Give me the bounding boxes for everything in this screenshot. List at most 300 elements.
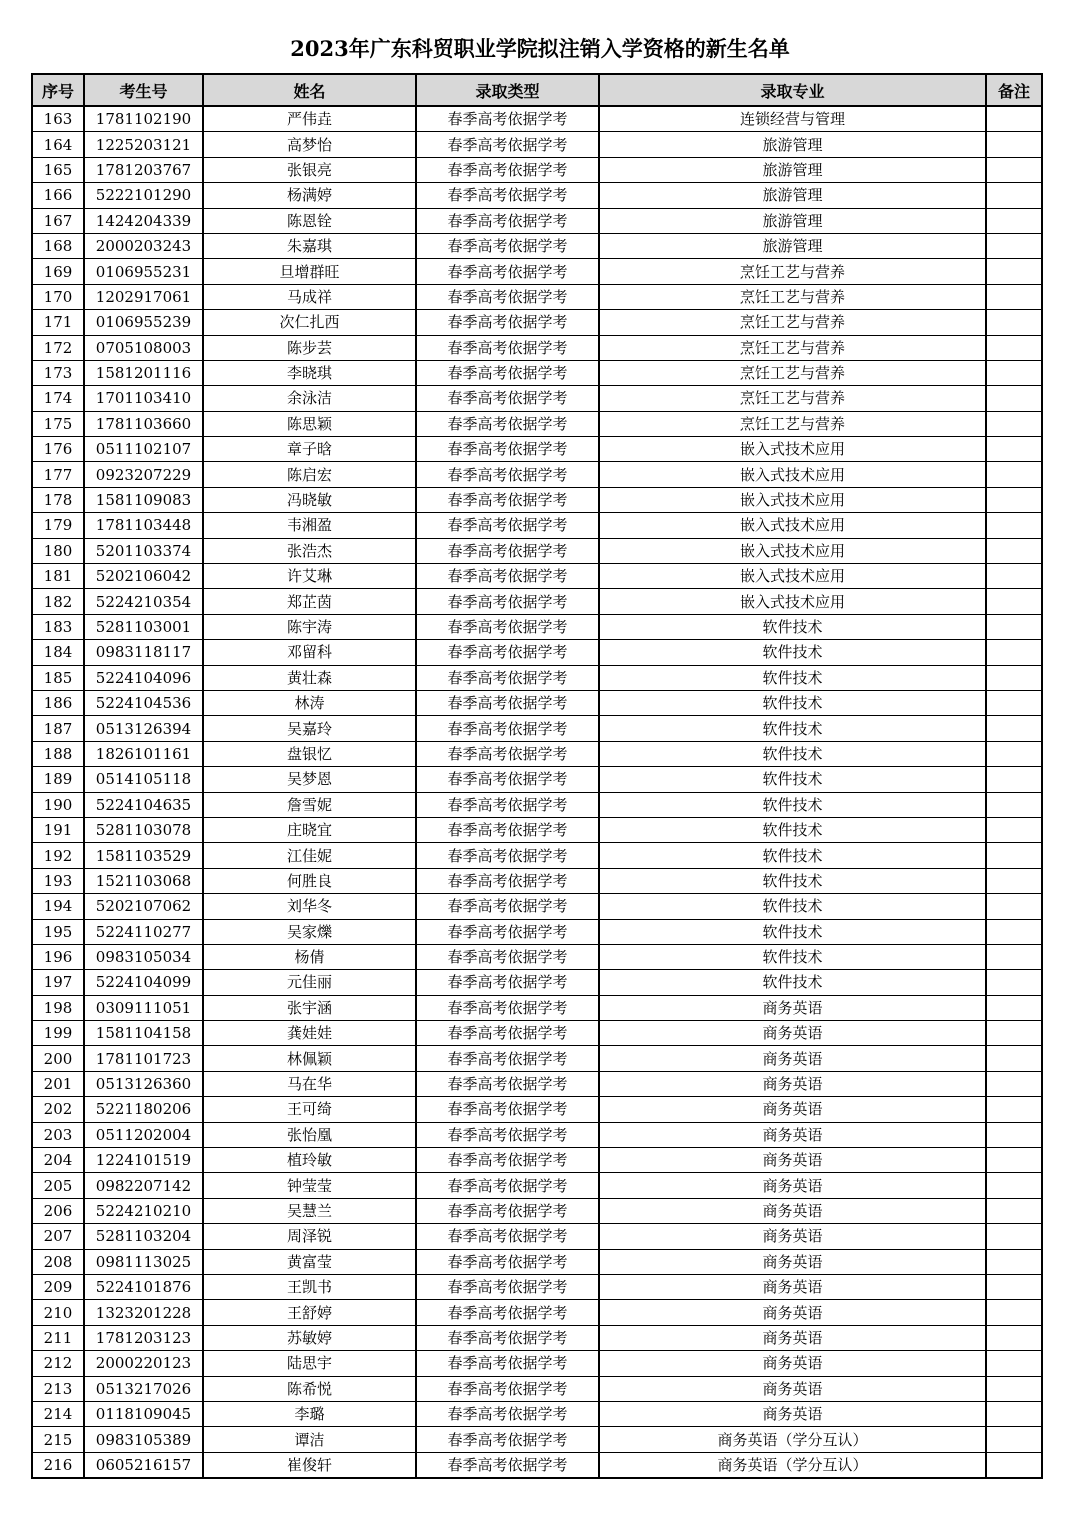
cell-name: 严伟垚 <box>203 106 416 132</box>
cell-major: 商务英语 <box>599 1071 986 1096</box>
cell-index: 203 <box>32 1122 84 1147</box>
table-row <box>32 894 1042 919</box>
cell-major: 软件技术 <box>599 919 986 944</box>
table-row <box>32 1300 1042 1325</box>
cell-name: 张怡凰 <box>203 1122 416 1147</box>
cell-admission-type: 春季高考依据学考 <box>416 1351 599 1376</box>
cell-index: 187 <box>32 716 84 741</box>
cell-exam-id: 1781101723 <box>84 1046 203 1071</box>
table-row <box>32 462 1042 487</box>
cell-name: 林涛 <box>203 690 416 715</box>
cell-name: 次仁扎西 <box>203 310 416 335</box>
cell-index: 192 <box>32 843 84 868</box>
table-row <box>32 157 1042 182</box>
cell-name: 庄晓宜 <box>203 817 416 842</box>
cell-admission-type: 春季高考依据学考 <box>416 894 599 919</box>
table-row <box>32 868 1042 893</box>
cell-major: 商务英语 <box>599 1224 986 1249</box>
cell-exam-id: 0106955239 <box>84 310 203 335</box>
cell-name: 吴家爍 <box>203 919 416 944</box>
cell-exam-id: 0511202004 <box>84 1122 203 1147</box>
cell-exam-id: 5224104096 <box>84 665 203 690</box>
cell-admission-type: 春季高考依据学考 <box>416 1300 599 1325</box>
cell-admission-type: 春季高考依据学考 <box>416 157 599 182</box>
cell-admission-type: 春季高考依据学考 <box>416 183 599 208</box>
cell-exam-id: 5281103078 <box>84 817 203 842</box>
cell-index: 201 <box>32 1071 84 1096</box>
cell-admission-type: 春季高考依据学考 <box>416 386 599 411</box>
cell-admission-type: 春季高考依据学考 <box>416 1427 599 1452</box>
cell-major: 商务英语 <box>599 1274 986 1299</box>
cell-index: 205 <box>32 1173 84 1198</box>
table-row <box>32 1198 1042 1223</box>
table-row <box>32 1224 1042 1249</box>
cell-index: 180 <box>32 538 84 563</box>
cell-exam-id: 0513217026 <box>84 1376 203 1401</box>
cell-major: 商务英语 <box>599 1173 986 1198</box>
cell-exam-id: 5221180206 <box>84 1097 203 1122</box>
cell-index: 171 <box>32 310 84 335</box>
cell-exam-id: 1781203767 <box>84 157 203 182</box>
cell-remarks <box>986 944 1042 969</box>
cell-remarks <box>986 894 1042 919</box>
cell-remarks <box>986 513 1042 538</box>
cell-admission-type: 春季高考依据学考 <box>416 665 599 690</box>
cell-index: 207 <box>32 1224 84 1249</box>
cell-admission-type: 春季高考依据学考 <box>416 233 599 258</box>
table-row <box>32 183 1042 208</box>
cell-exam-id: 0511102107 <box>84 437 203 462</box>
cell-name: 李晓琪 <box>203 360 416 385</box>
table-row <box>32 360 1042 385</box>
cell-major: 旅游管理 <box>599 157 986 182</box>
cell-name: 龚娃娃 <box>203 1021 416 1046</box>
cell-remarks <box>986 716 1042 741</box>
cell-exam-id: 1202917061 <box>84 284 203 309</box>
cell-admission-type: 春季高考依据学考 <box>416 589 599 614</box>
cell-name: 陆思宇 <box>203 1351 416 1376</box>
cell-admission-type: 春季高考依据学考 <box>416 1274 599 1299</box>
cell-name: 陈思颖 <box>203 411 416 436</box>
cell-index: 185 <box>32 665 84 690</box>
cell-remarks <box>986 1198 1042 1223</box>
cell-major: 连锁经营与管理 <box>599 106 986 132</box>
table-body <box>32 106 1042 1478</box>
header-remarks: 备注 <box>986 74 1042 106</box>
cell-exam-id: 5224104099 <box>84 970 203 995</box>
table-row <box>32 1071 1042 1096</box>
cell-remarks <box>986 538 1042 563</box>
cell-major: 软件技术 <box>599 716 986 741</box>
cell-exam-id: 5202106042 <box>84 564 203 589</box>
table-row <box>32 944 1042 969</box>
cell-remarks <box>986 386 1042 411</box>
table-row <box>32 741 1042 766</box>
cell-index: 177 <box>32 462 84 487</box>
cell-exam-id: 0118109045 <box>84 1401 203 1426</box>
header-index: 序号 <box>32 74 84 106</box>
cell-major: 商务英语（学分互认） <box>599 1452 986 1478</box>
cell-index: 163 <box>32 106 84 132</box>
cell-admission-type: 春季高考依据学考 <box>416 817 599 842</box>
table-row <box>32 1376 1042 1401</box>
table-row <box>32 437 1042 462</box>
cell-remarks <box>986 284 1042 309</box>
cell-remarks <box>986 183 1042 208</box>
cell-name: 黄壮森 <box>203 665 416 690</box>
cell-index: 178 <box>32 487 84 512</box>
cell-index: 170 <box>32 284 84 309</box>
cell-exam-id: 1701103410 <box>84 386 203 411</box>
cell-major: 嵌入式技术应用 <box>599 462 986 487</box>
cell-name: 詹雪妮 <box>203 792 416 817</box>
table-row <box>32 1122 1042 1147</box>
cell-index: 184 <box>32 640 84 665</box>
cell-remarks <box>986 741 1042 766</box>
cell-name: 周泽锐 <box>203 1224 416 1249</box>
cell-remarks <box>986 1325 1042 1350</box>
cell-exam-id: 0309111051 <box>84 995 203 1020</box>
cell-admission-type: 春季高考依据学考 <box>416 208 599 233</box>
cell-admission-type: 春季高考依据学考 <box>416 792 599 817</box>
cell-exam-id: 0981113025 <box>84 1249 203 1274</box>
cell-name: 谭洁 <box>203 1427 416 1452</box>
cell-major: 软件技术 <box>599 690 986 715</box>
cell-admission-type: 春季高考依据学考 <box>416 614 599 639</box>
cell-exam-id: 1323201228 <box>84 1300 203 1325</box>
cell-major: 旅游管理 <box>599 132 986 157</box>
cell-index: 195 <box>32 919 84 944</box>
cell-exam-id: 5224210210 <box>84 1198 203 1223</box>
cell-index: 186 <box>32 690 84 715</box>
cell-name: 黄富莹 <box>203 1249 416 1274</box>
cell-major: 旅游管理 <box>599 233 986 258</box>
cell-major: 软件技术 <box>599 792 986 817</box>
cell-remarks <box>986 1351 1042 1376</box>
cell-index: 182 <box>32 589 84 614</box>
cell-admission-type: 春季高考依据学考 <box>416 1122 599 1147</box>
cell-name: 林佩颖 <box>203 1046 416 1071</box>
cell-remarks <box>986 1224 1042 1249</box>
table-row <box>32 1401 1042 1426</box>
cell-exam-id: 1225203121 <box>84 132 203 157</box>
cell-name: 吴嘉玲 <box>203 716 416 741</box>
cell-name: 许艾琳 <box>203 564 416 589</box>
cell-major: 旅游管理 <box>599 208 986 233</box>
cell-index: 197 <box>32 970 84 995</box>
table-row <box>32 970 1042 995</box>
cell-name: 刘华冬 <box>203 894 416 919</box>
cell-name: 张浩杰 <box>203 538 416 563</box>
cell-remarks <box>986 589 1042 614</box>
cell-admission-type: 春季高考依据学考 <box>416 462 599 487</box>
table-row <box>32 284 1042 309</box>
cell-remarks <box>986 767 1042 792</box>
table-row <box>32 233 1042 258</box>
table-row <box>32 335 1042 360</box>
cell-major: 软件技术 <box>599 640 986 665</box>
cell-name: 旦增群旺 <box>203 259 416 284</box>
page-title: 2023年广东科贸职业学院拟注销入学资格的新生名单 <box>290 36 790 61</box>
cell-major: 嵌入式技术应用 <box>599 564 986 589</box>
cell-index: 204 <box>32 1148 84 1173</box>
cell-exam-id: 1424204339 <box>84 208 203 233</box>
cell-name: 陈恩铨 <box>203 208 416 233</box>
cell-admission-type: 春季高考依据学考 <box>416 1071 599 1096</box>
cell-remarks <box>986 614 1042 639</box>
table-row <box>32 1046 1042 1071</box>
cell-admission-type: 春季高考依据学考 <box>416 1401 599 1426</box>
cell-exam-id: 0514105118 <box>84 767 203 792</box>
cell-major: 商务英语 <box>599 1376 986 1401</box>
cell-admission-type: 春季高考依据学考 <box>416 411 599 436</box>
cell-index: 191 <box>32 817 84 842</box>
cell-remarks <box>986 1274 1042 1299</box>
cell-index: 167 <box>32 208 84 233</box>
cell-admission-type: 春季高考依据学考 <box>416 284 599 309</box>
cell-major: 商务英语 <box>599 1351 986 1376</box>
cell-index: 168 <box>32 233 84 258</box>
cell-admission-type: 春季高考依据学考 <box>416 259 599 284</box>
cell-remarks <box>986 843 1042 868</box>
cell-remarks <box>986 233 1042 258</box>
cell-exam-id: 1826101161 <box>84 741 203 766</box>
cell-major: 商务英语（学分互认） <box>599 1427 986 1452</box>
cell-major: 烹饪工艺与营养 <box>599 386 986 411</box>
cell-admission-type: 春季高考依据学考 <box>416 1224 599 1249</box>
cell-major: 软件技术 <box>599 970 986 995</box>
cell-admission-type: 春季高考依据学考 <box>416 868 599 893</box>
table-row <box>32 817 1042 842</box>
cell-name: 马在华 <box>203 1071 416 1096</box>
cell-name: 韦湘盈 <box>203 513 416 538</box>
cell-exam-id: 5224101876 <box>84 1274 203 1299</box>
cell-exam-id: 1781203123 <box>84 1325 203 1350</box>
table-row <box>32 310 1042 335</box>
cell-remarks <box>986 1071 1042 1096</box>
cell-remarks <box>986 690 1042 715</box>
cell-index: 216 <box>32 1452 84 1478</box>
cell-name: 余泳洁 <box>203 386 416 411</box>
cell-exam-id: 5224104536 <box>84 690 203 715</box>
cell-index: 212 <box>32 1351 84 1376</box>
cell-index: 194 <box>32 894 84 919</box>
cell-major: 软件技术 <box>599 741 986 766</box>
cell-remarks <box>986 970 1042 995</box>
cell-admission-type: 春季高考依据学考 <box>416 1452 599 1478</box>
cell-name: 崔俊轩 <box>203 1452 416 1478</box>
cell-name: 马成祥 <box>203 284 416 309</box>
cell-index: 202 <box>32 1097 84 1122</box>
cell-admission-type: 春季高考依据学考 <box>416 1198 599 1223</box>
cell-index: 166 <box>32 183 84 208</box>
cell-major: 软件技术 <box>599 868 986 893</box>
cell-remarks <box>986 1122 1042 1147</box>
cell-major: 嵌入式技术应用 <box>599 538 986 563</box>
cell-index: 196 <box>32 944 84 969</box>
cell-exam-id: 5224210354 <box>84 589 203 614</box>
cell-name: 王凯书 <box>203 1274 416 1299</box>
table-row <box>32 1148 1042 1173</box>
table-row <box>32 640 1042 665</box>
cell-name: 杨倩 <box>203 944 416 969</box>
cell-index: 215 <box>32 1427 84 1452</box>
cell-remarks <box>986 640 1042 665</box>
cell-admission-type: 春季高考依据学考 <box>416 487 599 512</box>
header-admission-type: 录取类型 <box>416 74 599 106</box>
cell-admission-type: 春季高考依据学考 <box>416 919 599 944</box>
table-row <box>32 1173 1042 1198</box>
cell-remarks <box>986 1452 1042 1478</box>
cell-remarks <box>986 1097 1042 1122</box>
header-name: 姓名 <box>203 74 416 106</box>
cell-exam-id: 5222101290 <box>84 183 203 208</box>
cell-admission-type: 春季高考依据学考 <box>416 944 599 969</box>
cell-admission-type: 春季高考依据学考 <box>416 335 599 360</box>
cell-index: 214 <box>32 1401 84 1426</box>
cell-admission-type: 春季高考依据学考 <box>416 132 599 157</box>
cell-remarks <box>986 157 1042 182</box>
cell-exam-id: 1781103448 <box>84 513 203 538</box>
cell-remarks <box>986 665 1042 690</box>
cell-exam-id: 0983118117 <box>84 640 203 665</box>
table-row <box>32 1021 1042 1046</box>
cell-index: 199 <box>32 1021 84 1046</box>
cell-remarks <box>986 1249 1042 1274</box>
cell-admission-type: 春季高考依据学考 <box>416 1249 599 1274</box>
cell-exam-id: 1521103068 <box>84 868 203 893</box>
cell-remarks <box>986 995 1042 1020</box>
cell-remarks <box>986 919 1042 944</box>
table-row <box>32 1325 1042 1350</box>
cell-index: 206 <box>32 1198 84 1223</box>
cell-admission-type: 春季高考依据学考 <box>416 538 599 563</box>
cell-admission-type: 春季高考依据学考 <box>416 970 599 995</box>
table-row <box>32 538 1042 563</box>
cell-major: 烹饪工艺与营养 <box>599 259 986 284</box>
cell-name: 李璐 <box>203 1401 416 1426</box>
cell-name: 杨满婷 <box>203 183 416 208</box>
cell-admission-type: 春季高考依据学考 <box>416 513 599 538</box>
cell-name: 陈启宏 <box>203 462 416 487</box>
table-row <box>32 843 1042 868</box>
cell-remarks <box>986 259 1042 284</box>
cell-name: 张宇涵 <box>203 995 416 1020</box>
cell-name: 王可绮 <box>203 1097 416 1122</box>
table-row <box>32 1097 1042 1122</box>
cell-admission-type: 春季高考依据学考 <box>416 1097 599 1122</box>
cell-remarks <box>986 817 1042 842</box>
cell-name: 朱嘉琪 <box>203 233 416 258</box>
cell-remarks <box>986 792 1042 817</box>
cell-name: 江佳妮 <box>203 843 416 868</box>
cell-remarks <box>986 1376 1042 1401</box>
cell-major: 烹饪工艺与营养 <box>599 310 986 335</box>
cell-name: 陈宇涛 <box>203 614 416 639</box>
cell-major: 嵌入式技术应用 <box>599 487 986 512</box>
cell-index: 172 <box>32 335 84 360</box>
cell-remarks <box>986 462 1042 487</box>
cell-exam-id: 5281103204 <box>84 1224 203 1249</box>
cell-index: 165 <box>32 157 84 182</box>
cell-index: 164 <box>32 132 84 157</box>
cell-index: 174 <box>32 386 84 411</box>
cell-index: 183 <box>32 614 84 639</box>
cell-major: 软件技术 <box>599 614 986 639</box>
cell-major: 软件技术 <box>599 894 986 919</box>
cell-major: 商务英语 <box>599 1325 986 1350</box>
cell-major: 烹饪工艺与营养 <box>599 411 986 436</box>
table-row <box>32 1427 1042 1452</box>
cell-exam-id: 5202107062 <box>84 894 203 919</box>
cell-major: 软件技术 <box>599 843 986 868</box>
table-row <box>32 513 1042 538</box>
cell-name: 王舒婷 <box>203 1300 416 1325</box>
cell-admission-type: 春季高考依据学考 <box>416 843 599 868</box>
cell-index: 189 <box>32 767 84 792</box>
header-major: 录取专业 <box>599 74 986 106</box>
cell-exam-id: 2000203243 <box>84 233 203 258</box>
cell-exam-id: 0513126360 <box>84 1071 203 1096</box>
table-row <box>32 487 1042 512</box>
cell-name: 苏敏婷 <box>203 1325 416 1350</box>
cell-major: 软件技术 <box>599 767 986 792</box>
cell-index: 193 <box>32 868 84 893</box>
cell-exam-id: 0513126394 <box>84 716 203 741</box>
cell-major: 嵌入式技术应用 <box>599 589 986 614</box>
cell-name: 钟莹莹 <box>203 1173 416 1198</box>
cell-remarks <box>986 208 1042 233</box>
cell-index: 208 <box>32 1249 84 1274</box>
cell-index: 176 <box>32 437 84 462</box>
cell-exam-id: 0982207142 <box>84 1173 203 1198</box>
table-row <box>32 1274 1042 1299</box>
cell-admission-type: 春季高考依据学考 <box>416 106 599 132</box>
cell-name: 冯晓敏 <box>203 487 416 512</box>
cell-exam-id: 5281103001 <box>84 614 203 639</box>
cell-name: 吴梦恩 <box>203 767 416 792</box>
cell-remarks <box>986 1148 1042 1173</box>
table-row <box>32 614 1042 639</box>
cell-remarks <box>986 411 1042 436</box>
table-row <box>32 106 1042 132</box>
cell-admission-type: 春季高考依据学考 <box>416 716 599 741</box>
cell-index: 175 <box>32 411 84 436</box>
cell-admission-type: 春季高考依据学考 <box>416 437 599 462</box>
table-row <box>32 919 1042 944</box>
cell-remarks <box>986 360 1042 385</box>
table-row <box>32 411 1042 436</box>
cell-exam-id: 5224104635 <box>84 792 203 817</box>
cell-name: 陈步芸 <box>203 335 416 360</box>
cell-major: 烹饪工艺与营养 <box>599 284 986 309</box>
cell-exam-id: 1781103660 <box>84 411 203 436</box>
cell-index: 210 <box>32 1300 84 1325</box>
cell-name: 章子晗 <box>203 437 416 462</box>
cell-exam-id: 0983105389 <box>84 1427 203 1452</box>
cell-name: 何胜良 <box>203 868 416 893</box>
table-row <box>32 386 1042 411</box>
table-row <box>32 564 1042 589</box>
table-row <box>32 1249 1042 1274</box>
cell-remarks <box>986 1300 1042 1325</box>
cell-exam-id: 0106955231 <box>84 259 203 284</box>
cell-major: 商务英语 <box>599 1046 986 1071</box>
cell-exam-id: 5201103374 <box>84 538 203 563</box>
table-header <box>32 74 1042 106</box>
cell-admission-type: 春季高考依据学考 <box>416 1046 599 1071</box>
cell-admission-type: 春季高考依据学考 <box>416 995 599 1020</box>
